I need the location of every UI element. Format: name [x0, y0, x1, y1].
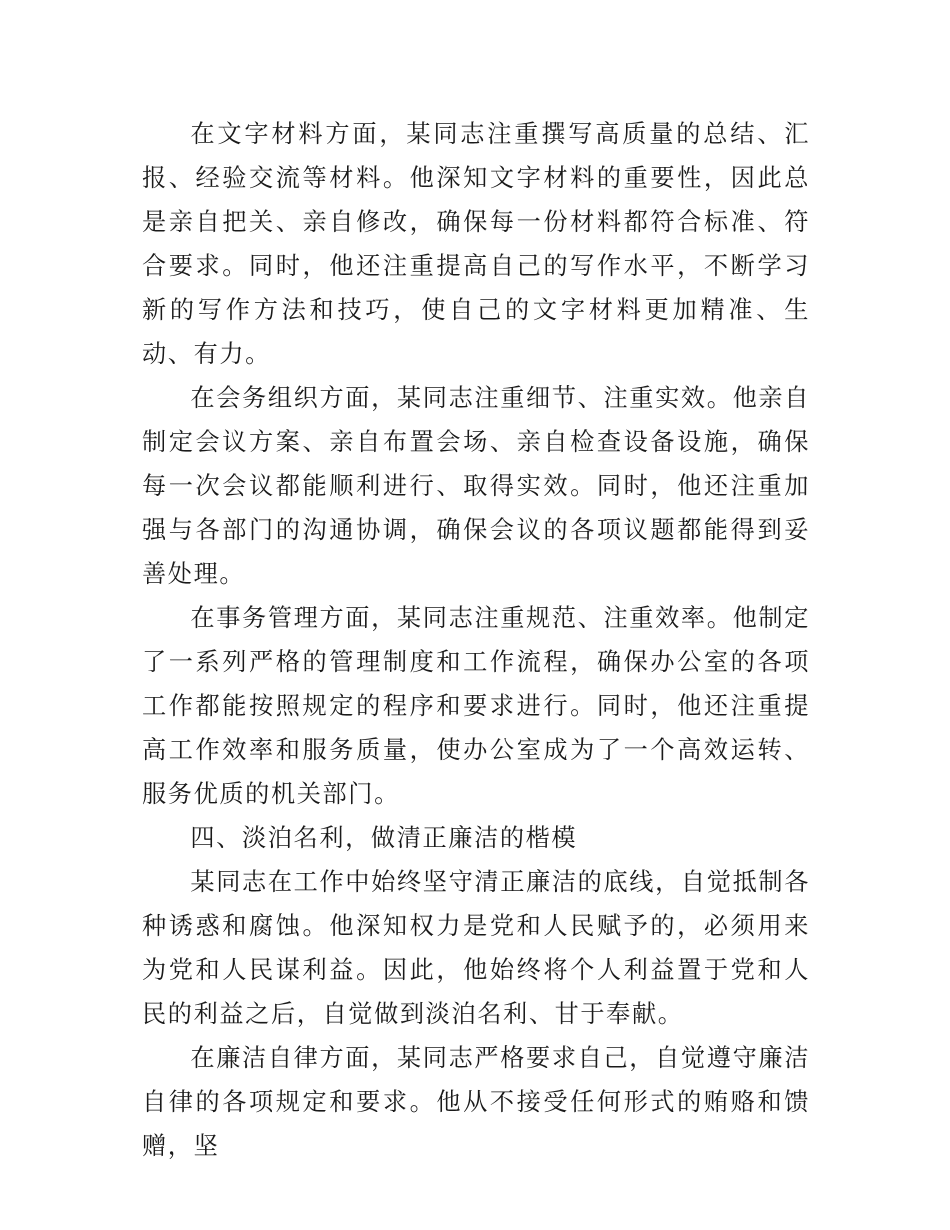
section-heading: 四、淡泊名利，做清正廉洁的楷模: [190, 824, 578, 852]
paragraph-meeting-organization: 在会务组织方面，某同志注重细节、注重实效。他亲自制定会议方案、亲自布置会场、亲自检查设备设施，确保每一次会议都能顺利进行、取得实效。同时，他还注重加强与各部门的沟通协调，确保会议的各项议题都能得到妥善处理。: [142, 384, 810, 588]
document-body: [142, 112, 810, 1168]
paragraph-affairs-management: 在事务管理方面，某同志注重规范、注重效率。他制定了一系列严格的管理制度和工作流程，确保办公室的各项工作都能按照规定的程序和要求进行。同时，他还注重提高工作效率和服务质量，使办公室成为了一个高效运转、服务优质的机关部门。: [142, 604, 810, 808]
paragraph-self-discipline: 在廉洁自律方面，某同志严格要求自己，自觉遵守廉洁自律的各项规定和要求。他从不接受任何形式的贿赂和馈赠，坚: [142, 1044, 810, 1160]
paragraph-written-materials: 在文字材料方面，某同志注重撰写高质量的总结、汇报、经验交流等材料。他深知文字材料的重要性，因此总是亲自把关、亲自修改，确保每一份材料都符合标准、符合要求。同时，他还注重提高自己的写作水平，不断学习新的写作方法和技巧，使自己的文字材料更加精准、生动、有力。: [142, 120, 810, 368]
paragraph-integrity: 某同志在工作中始终坚守清正廉洁的底线，自觉抵制各种诱惑和腐蚀。他深知权力是党和人民赋予的，必须用来为党和人民谋利益。因此，他始终将个人利益置于党和人民的利益之后，自觉做到淡泊名利、甘于奉献。: [142, 868, 810, 1028]
